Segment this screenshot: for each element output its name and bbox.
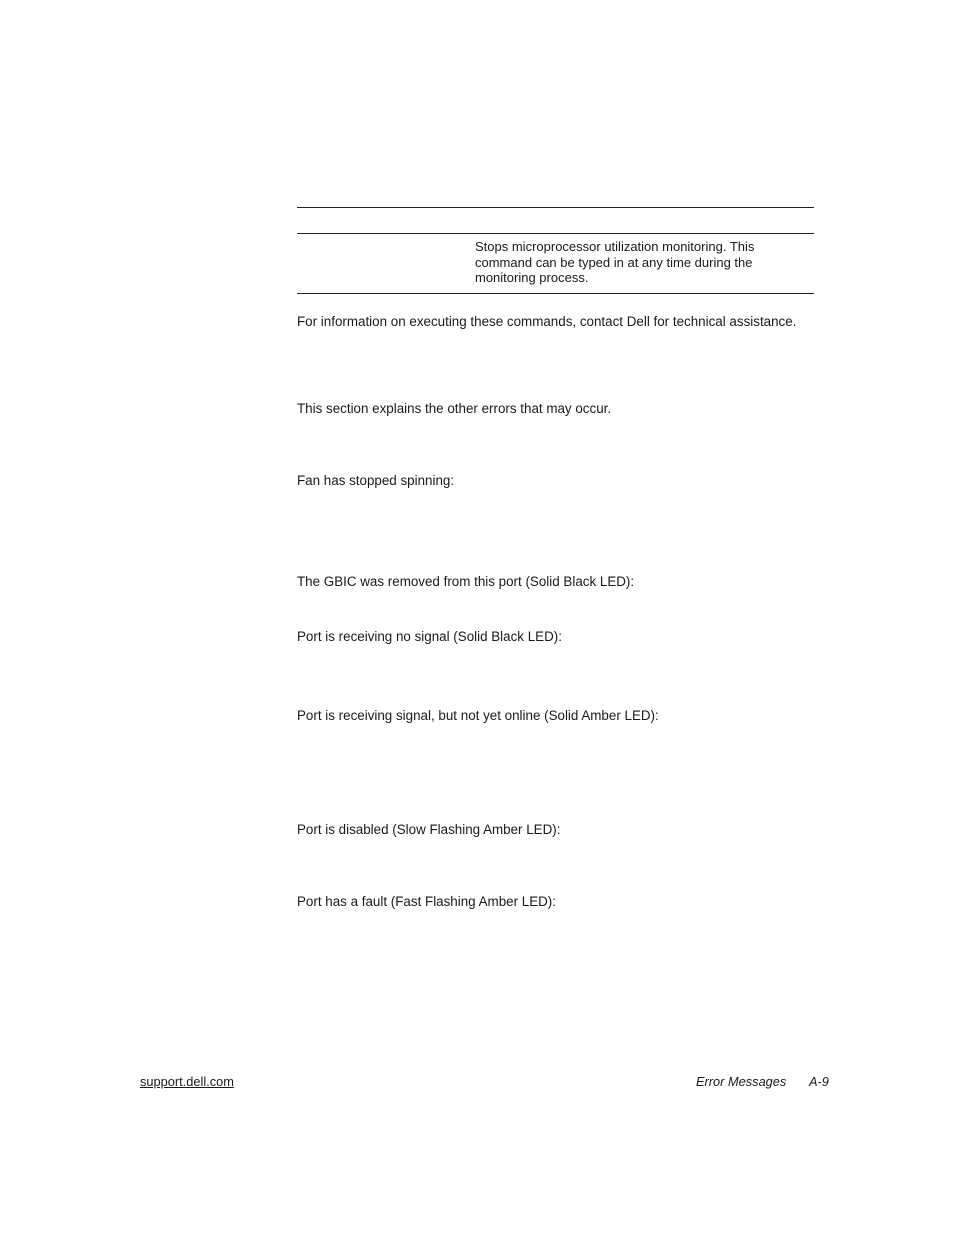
table-bottom-rule	[297, 293, 814, 294]
port-disabled-label: Port is disabled (Slow Flashing Amber LED):	[297, 822, 561, 837]
support-link[interactable]: support.dell.com	[140, 1074, 234, 1089]
port-fault-label: Port has a fault (Fast Flashing Amber LED):	[297, 894, 556, 909]
fan-stopped-label: Fan has stopped spinning:	[297, 473, 455, 488]
page-number: A-9	[809, 1074, 829, 1089]
table-cell-description: Stops microprocessor utilization monitoring. This command can be typed in at any time during the monitoring process.	[475, 239, 755, 285]
info-paragraph: For information on executing these commands, contact Dell for technical assistance.	[297, 314, 797, 329]
no-signal-label: Port is receiving no signal (Solid Black LED):	[297, 629, 562, 644]
table-top-rule	[297, 207, 814, 208]
signal-not-online-label: Port is receiving signal, but not yet online (Solid Amber LED):	[297, 708, 659, 723]
footer-section-title: Error Messages	[696, 1074, 787, 1089]
section-intro-paragraph: This section explains the other errors that may occur.	[297, 401, 612, 416]
table-header-rule	[297, 233, 814, 234]
gbic-removed-label: The GBIC was removed from this port (Solid Black LED):	[297, 574, 635, 589]
